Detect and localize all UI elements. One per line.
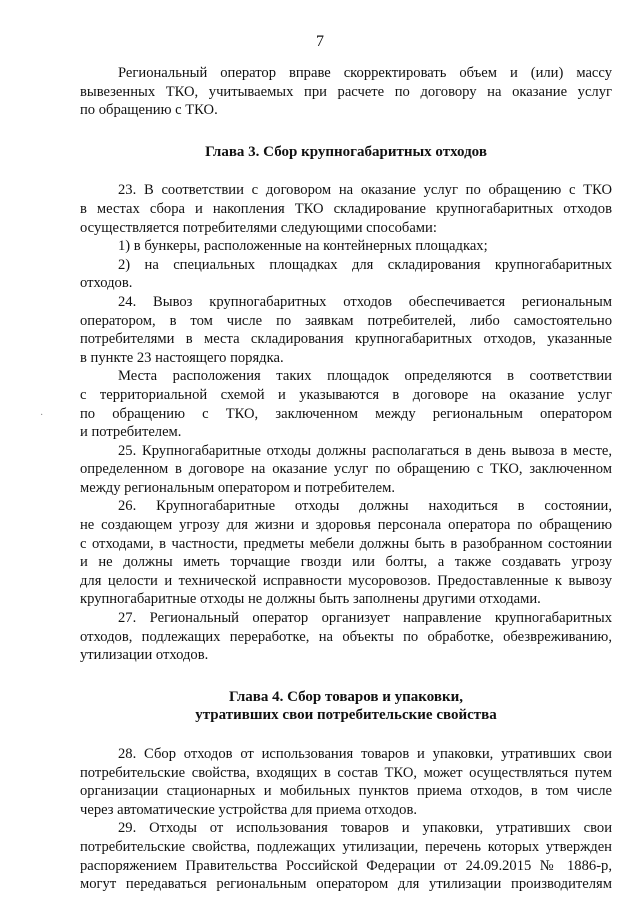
text-line: 25. Крупногабаритные отходы должны располагаться в день вывоза в месте, — [118, 442, 612, 459]
text-line: 2) на специальных площадках для складирования крупногабаритных — [118, 256, 612, 273]
text-line: распоряжением Правительства Российской Федерации от 24.09.2015 № 1886-р, — [80, 857, 612, 874]
text-line: в пункте 23 настоящего порядка. — [80, 349, 284, 366]
text-line: определенном в договоре на оказание услуг по обращению с ТКО, заключенном — [80, 461, 612, 478]
text-line: по обращению с ТКО. — [80, 102, 218, 119]
text-line: в местах сбора и накопления ТКО складирование крупногабаритных отходов — [80, 200, 612, 217]
text-line: утилизации отходов. — [80, 647, 209, 664]
text-line: и не должны иметь торчащие гвозди или болты, а также создавать угрозу — [80, 554, 612, 571]
text-line: для целости и технической исправности мусоровозов. Предоставленные к вывозу — [80, 572, 612, 589]
text-line: крупногабаритные отходы не должны быть заполнены другими отходами. — [80, 591, 541, 608]
text-line: 28. Сбор отходов от использования товаров и упаковки, утративших свои — [118, 746, 612, 762]
text-line: 27. Региональный оператор организует направление крупногабаритных — [118, 610, 612, 627]
list-item-1 — [80, 237, 612, 256]
paragraph-23 — [80, 181, 612, 237]
text-line: оператором, в том числе по заявкам потребителей, либо самостоятельно — [80, 312, 612, 329]
paragraph-25 — [80, 442, 612, 498]
text-line: отходов, подлежащих переработке, на объекты по обработке, обезвреживанию, — [80, 628, 612, 645]
text-line: могут передаваться региональным оператором для утилизации производителям — [80, 876, 612, 893]
text-line: не создающем угрозу для жизни и здоровья персонала оператора по обращению — [80, 517, 612, 534]
text-line: потребительские свойства, подлежащих утилизации, перечень которых утвержден — [80, 838, 612, 855]
text-line: Региональный оператор вправе скорректировать объем и (или) массу — [118, 65, 612, 81]
document-body — [80, 64, 612, 894]
text-line: и потребителем. — [80, 424, 182, 441]
text-line: с территориальной схемой и указываются в договоре на оказание услуг — [80, 386, 612, 403]
text-line: через автоматические устройства для приема отходов. — [80, 801, 417, 818]
text-line: осуществляется потребителями следующими способами: — [80, 219, 437, 236]
paragraph-24 — [80, 293, 612, 367]
margin-mark: · — [40, 410, 44, 421]
paragraph-26 — [80, 497, 612, 609]
chapter-4-heading-line-2: утративших свои потребительские свойства — [195, 707, 497, 724]
chapter-3-heading: Глава 3. Сбор крупногабаритных отходов — [205, 143, 487, 160]
text-line: потребителями в места складирования крупногабаритных отходов, указанные — [80, 331, 612, 348]
intro-paragraph — [80, 64, 612, 120]
text-line: 26. Крупногабаритные отходы должны находиться в состоянии, — [118, 498, 612, 515]
page-number: 7 — [316, 33, 324, 50]
text-line: 23. В соответствии с договором на оказание услуг по обращению с ТКО — [118, 182, 612, 199]
text-line: 1) в бункеры, расположенные на контейнерных площадках; — [118, 238, 488, 255]
paragraph-28 — [80, 745, 612, 819]
text-line: вывезенных ТКО, учитываемых при расчете по договору на оказание услуг — [80, 83, 612, 100]
text-line: отходов. — [80, 275, 133, 292]
text-line: 24. Вывоз крупногабаритных отходов обеспечивается региональным — [118, 293, 612, 310]
paragraph-29 — [80, 819, 612, 893]
text-line: потребительские свойства, входящих в состав ТКО, может осуществляться путем — [80, 764, 612, 781]
paragraph-27 — [80, 609, 612, 665]
list-item-2 — [80, 256, 612, 293]
paragraph-24-continued — [80, 367, 612, 441]
text-line: с отходами, в частности, предметы мебели должны быть в разобранном состоянии — [80, 535, 612, 552]
text-line: между региональным оператором и потребителем. — [80, 479, 395, 496]
text-line: организации стационарных и мобильных пунктов приема отходов, в том числе — [80, 783, 612, 800]
text-line: Места расположения таких площадок определяются в соответствии — [118, 368, 612, 385]
chapter-4-heading-line-1: Глава 4. Сбор товаров и упаковки, — [229, 688, 463, 705]
text-line: по обращению с ТКО, заключенном между региональным оператором — [80, 405, 612, 422]
text-line: 29. Отходы от использования товаров и упаковки, утративших свои — [118, 820, 612, 837]
